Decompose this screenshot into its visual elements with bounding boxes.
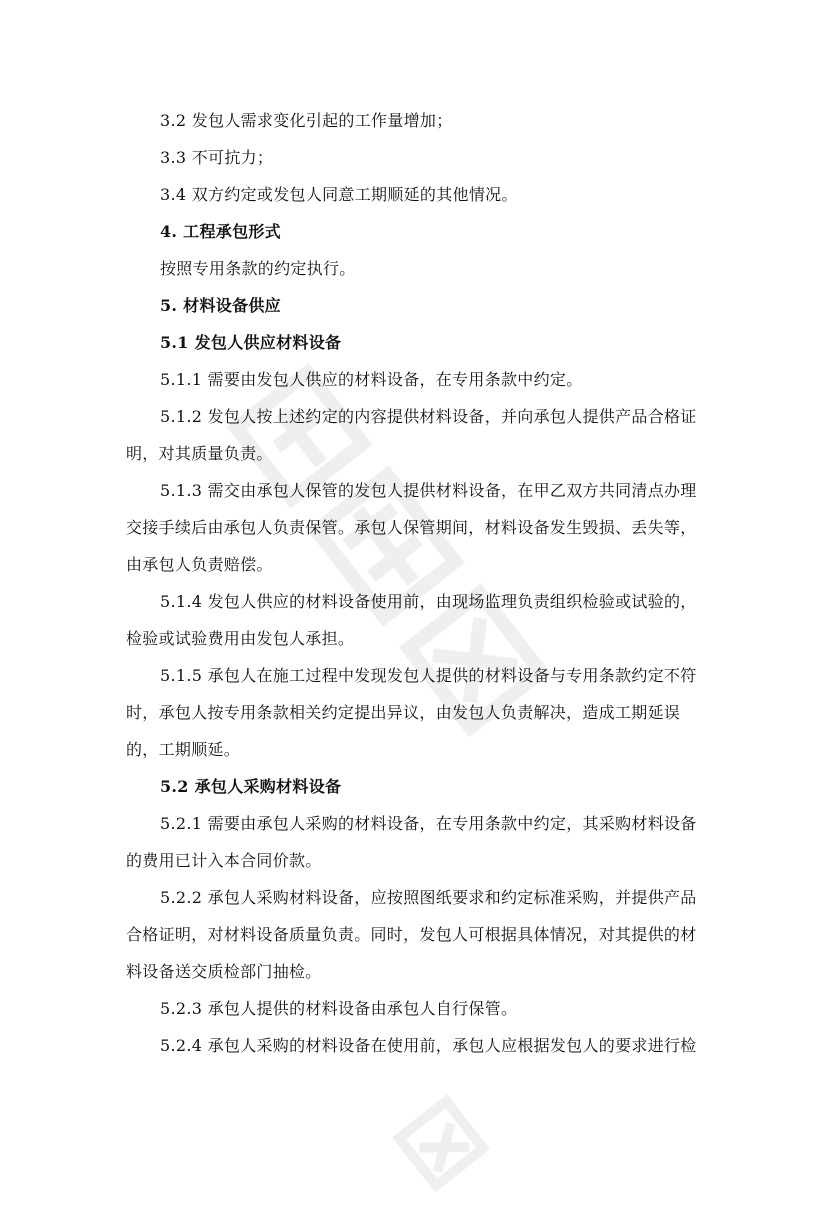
clause-5-1-4: 5.1.4 发包人供应的材料设备使用前，由现场监理负责组织检验或试验的，检验或试验费用由发包人承担。 <box>126 592 697 648</box>
clause-5-2-4: 5.2.4 承包人采购的材料设备在使用前，承包人应根据发包人的要求进行检 <box>160 1036 697 1055</box>
clause-5-1-3: 5.1.3 需交由承包人保管的发包人提供材料设备，在甲乙双方共同清点办理交接手续后由承包人负责保管。承包人保管期间，材料设备发生毁损、丢失等，由承包人负责赔偿。 <box>126 481 697 574</box>
watermark-fragment-icon <box>377 1056 543 1213</box>
clause-3-4: 3.4 双方约定或发包人同意工期顺延的其他情况。 <box>160 185 518 204</box>
clause-5-2-2: 5.2.2 承包人采购材料设备，应按照图纸要求和约定标准采购，并提供产品合格证明，对材料设备质量负责。同时，发包人可根据具体情况，对其提供的材料设备送交质检部门抽检。 <box>126 888 697 981</box>
clause-5-1-1: 5.1.1 需要由发包人供应的材料设备，在专用条款中约定。 <box>160 370 583 389</box>
clause-5-2-1: 5.2.1 需要由承包人采购的材料设备，在专用条款中约定，其采购材料设备的费用已计入本合同价款。 <box>126 814 697 870</box>
clause-3-2: 3.2 发包人需求变化引起的工作量增加； <box>160 111 453 130</box>
heading-5-1: 5.1 发包人供应材料设备 <box>160 333 342 352</box>
clause-5-2-3: 5.2.3 承包人提供的材料设备由承包人自行保管。 <box>160 999 518 1018</box>
heading-5-2: 5.2 承包人采购材料设备 <box>160 777 342 796</box>
clause-3-3: 3.3 不可抗力； <box>160 148 274 167</box>
clause-4-text: 按照专用条款的约定执行。 <box>160 259 356 278</box>
heading-4: 4. 工程承包形式 <box>160 222 281 241</box>
clause-5-1-5: 5.1.5 承包人在施工过程中发现发包人提供的材料设备与专用条款约定不符时，承包人按专用条款相关约定提出异议，由发包人负责解决，造成工期延误的，工期顺延。 <box>126 666 697 759</box>
clause-5-1-2: 5.1.2 发包人按上述约定的内容提供材料设备，并向承包人提供产品合格证明，对其质量负责。 <box>126 407 697 463</box>
heading-5: 5. 材料设备供应 <box>160 296 281 315</box>
document-body <box>126 102 710 1064</box>
